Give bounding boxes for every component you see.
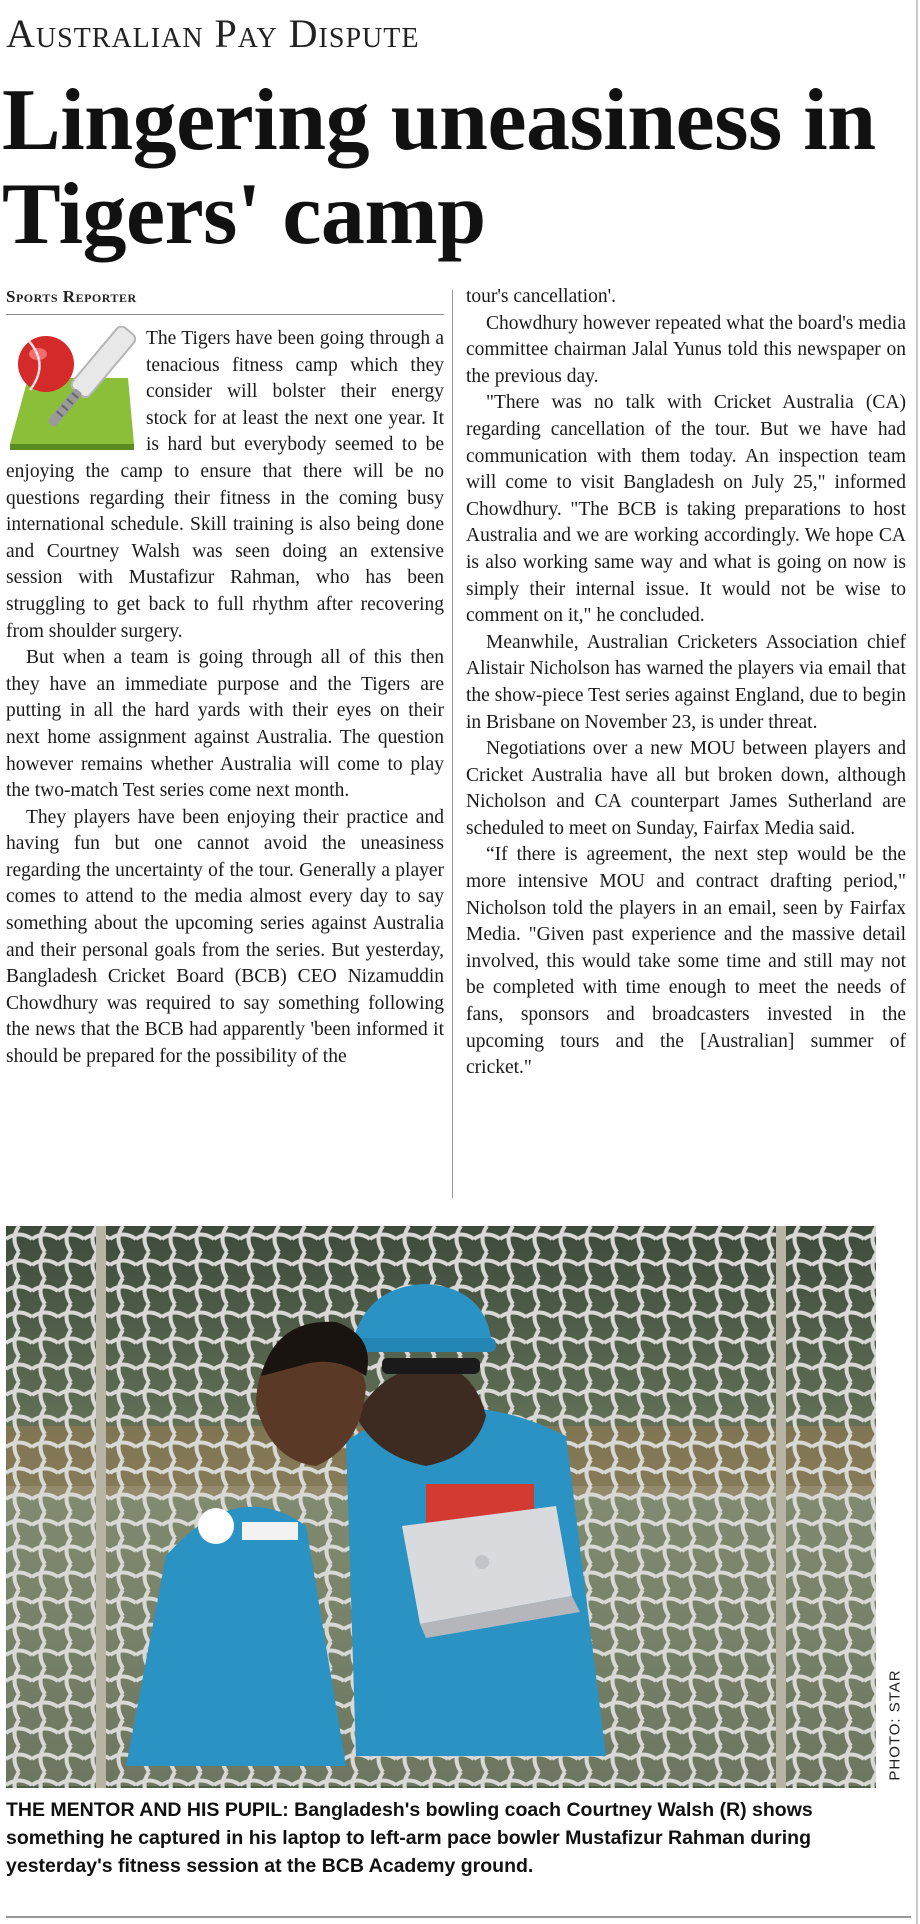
photo-caption: THE MENTOR AND HIS PUPIL: Bangladesh's bowling coach Courtney Walsh (R) shows something he captured in his laptop to left-arm pace bowler Mustafizur Rahman during yesterday's fitness session at the BCB Academy ground. (6, 1799, 813, 1877)
paragraph: "There was no talk with Cricket Australia (CA) regarding cancellation of the tour. But we have had communication with them today. An inspection team will come to visit Bangladesh on July 25," informed Chowdhury. "The BCB is taking preparations to host Australia and we are working accordingly. We hope CA is also working same way and what is going on now is simply their internal issue. It would not be wise to comment on it," he concluded. (466, 392, 906, 627)
paragraph: The Tigers have been going through a tenacious fitness camp which they consider will bolster their energy stock for at least the next one year. It is hard but everybody seemed to be enjoying the camp to ensure that there will be no questions regarding their fitness in the coming busy international schedule. Skill training is also being done and Courtney Walsh was seen doing an extensive session with Mustafizur Rahman, who has been struggling to get back to full rhythm after recovering from shoulder surgery. (6, 328, 444, 642)
paragraph: Negotiations over a new MOU between players and Cricket Australia have all but broken down, although Nicholson and CA counterpart James Sutherland are scheduled to meet on Sunday, Fairfax Media said. (466, 738, 906, 839)
byline-rule (6, 314, 444, 315)
photo-illustration (6, 1226, 876, 1788)
cricket-ball-and-bat-icon (6, 326, 138, 454)
paragraph: Chowdhury however repeated what the board's media committee chairman Jalal Yunus told this newspaper on the previous day. (466, 312, 906, 387)
headline: Lingering uneasiness in Tigers' camp (2, 72, 876, 263)
bottom-rule (6, 1916, 911, 1918)
paragraph: tour's cancellation'. (466, 286, 616, 307)
photo-credit: PHOTO: STAR (886, 1669, 904, 1781)
article-column-right (466, 284, 906, 1082)
paragraph: But when a team is going through all of this then they have an immediate purpose and the Tigers are putting in all the hard yards with their eyes on their next home assignment against Australia. The question however remains whether Australia will come to play the two-match Test series come next month. (6, 647, 444, 802)
paragraph: They players have been enjoying their practice and having fun but one cannot avoid the uneasiness regarding the uncertainty of the tour. Generally a player comes to attend to the media almost every day to say something about the upcoming series against Australia and their personal goals from the series. But yesterday, Bangladesh Cricket Board (BCB) CEO Nizamuddin Chowdhury was required to say something following the news that the BCB had apparently 'been informed it should be prepared for the possibility of the (6, 806, 444, 1068)
column-divider (452, 290, 453, 1198)
article-column-left (6, 326, 444, 1071)
paragraph: “If there is agreement, the next step would be the more intensive MOU and contract drafting period," Nicholson told the players in an email, seen by Fairfax Media. "Given past experience and the massive detail involved, this would take some time and still may not be completed with time enough to meet the needs of fans, sponsors and broadcasters invested in the upcoming tours and the [Australian] summer of cricket." (466, 844, 906, 1079)
news-photo (6, 1226, 876, 1788)
kicker: Australian Pay Dispute (6, 11, 420, 56)
byline: Sports Reporter (6, 287, 137, 306)
paragraph: Meanwhile, Australian Cricketers Association chief Alistair Nicholson has warned the players via email that the show-piece Test series against England, due to begin in Brisbane on November 23, is under threat. (466, 631, 906, 733)
